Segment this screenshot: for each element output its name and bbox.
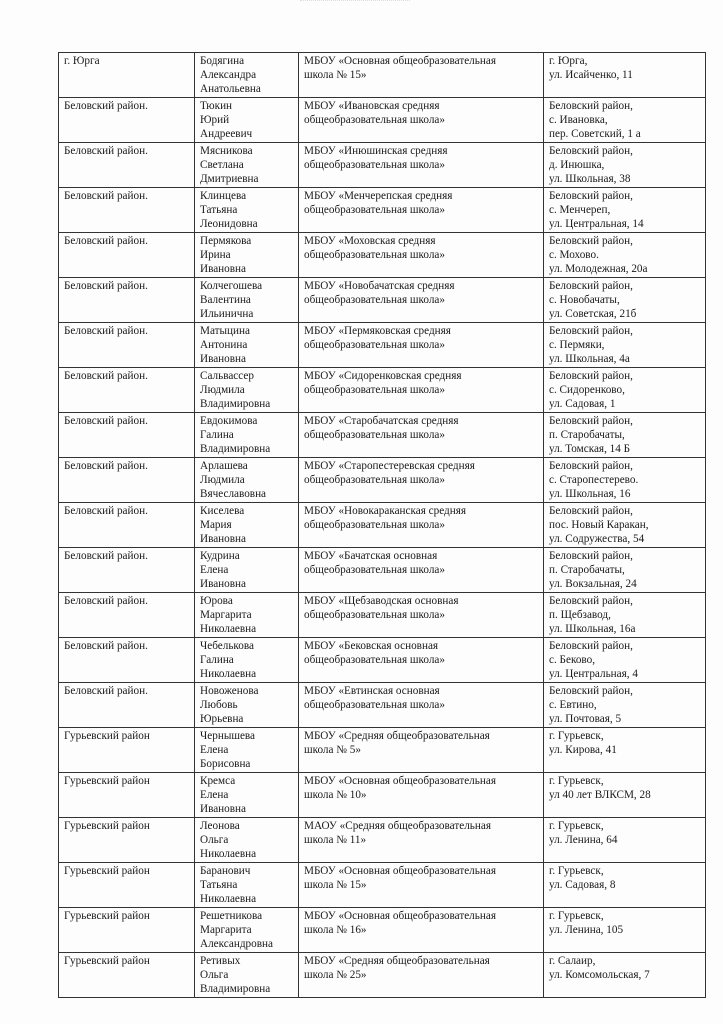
person-name-line: Чернышева [200,730,256,742]
address-cell [544,503,706,548]
district-text: Беловский район. [64,190,148,202]
district-text: Гурьевский район [64,730,150,742]
table-row [59,548,706,593]
district-cell [59,503,195,548]
person-name-line: Анатольевна [200,83,261,95]
address-line: Беловский район, [549,100,633,112]
district-cell [59,323,195,368]
district-cell [59,548,195,593]
person-name-line: Мария [200,519,232,531]
address-line: г. Гурьевск, [549,775,604,787]
person-name-line: Юрий [200,114,230,126]
table-row [59,953,706,998]
address-line: ул. Исайченко, 11 [549,69,633,81]
school-name-line: МБОУ «Бачатская основная [304,550,438,562]
schools-table [58,52,706,998]
district-cell [59,863,195,908]
person-cell [195,503,299,548]
person-name-line: Мясникова [200,145,253,157]
school-name-line: МБОУ «Новобачатская средняя [304,280,455,292]
person-name-line: Ирина [200,249,231,261]
school-name-line: МБОУ «Бековская основная [304,640,439,652]
table-row [59,503,706,548]
school-name-line: школа № 16» [304,924,367,936]
address-line: ул 40 лет ВЛКСМ, 28 [549,789,651,801]
district-text: Гурьевский район [64,775,150,787]
table-row [59,683,706,728]
address-line: Беловский район, [549,280,633,292]
table-row [59,593,706,638]
address-line: Беловский район, [549,325,633,337]
person-name-line: Матыцина [200,325,250,337]
person-name-line: Пермякова [200,235,252,247]
person-name-line: Баранович [200,865,251,877]
address-line: с. Евтино, [549,699,597,711]
address-line: ул. Ленина, 64 [549,834,618,846]
person-cell [195,188,299,233]
school-name-line: школа № 25» [304,969,367,981]
address-cell [544,53,706,98]
person-cell [195,368,299,413]
address-cell [544,863,706,908]
school-cell [299,728,544,773]
address-cell [544,413,706,458]
table-row [59,233,706,278]
person-name-line: Любовь [200,699,238,711]
person-name-line: Арлашева [200,460,248,472]
district-text: Гурьевский район [64,820,150,832]
person-name-line: Дмитриевна [200,173,259,185]
person-name-line: Новоженова [200,685,259,697]
address-line: п. Старобачаты, [549,564,625,576]
district-text: Беловский район. [64,460,148,472]
school-cell [299,188,544,233]
district-text: Беловский район. [64,415,148,427]
school-name-line: МАОУ «Средняя общеобразовательная [304,820,491,832]
address-line: п. Старобачаты, [549,429,625,441]
school-cell [299,548,544,593]
address-line: с. Менчереп, [549,204,611,216]
person-cell [195,638,299,683]
table-row [59,818,706,863]
person-name-line: Киселева [200,505,245,517]
person-name-line: Николаевна [200,668,257,680]
school-cell [299,503,544,548]
district-cell [59,368,195,413]
school-name-line: МБОУ «Основная общеобразовательная [304,910,496,922]
address-line: с. Новобачаты, [549,294,620,306]
school-name-line: общеобразовательная школа» [304,654,445,666]
person-cell [195,323,299,368]
person-name-line: Кремса [200,775,236,787]
school-cell [299,593,544,638]
person-cell [195,683,299,728]
schools-table-body [59,53,706,998]
address-line: ул. Школьная, 38 [549,173,631,185]
address-line: ул. Вокзальная, 24 [549,578,637,590]
person-cell [195,953,299,998]
person-name-line: Ивановна [200,803,246,815]
person-cell [195,908,299,953]
school-name-line: МБОУ «Ивановская средняя [304,100,440,112]
person-name-line: Александра [200,69,257,81]
table-row [59,368,706,413]
address-line: г. Гурьевск, [549,730,604,742]
address-line: Беловский район, [549,505,633,517]
address-cell [544,593,706,638]
address-line: ул. Содружества, 54 [549,533,645,545]
address-line: Беловский район, [549,370,633,382]
school-name-line: МБОУ «Средняя общеобразовательная [304,730,490,742]
school-name-line: МБОУ «Менчерепская средняя [304,190,453,202]
district-cell [59,773,195,818]
person-name-line: Клинцева [200,190,247,202]
address-cell [544,728,706,773]
school-cell [299,368,544,413]
person-name-line: Елена [200,789,229,801]
person-name-line: Антонина [200,339,248,351]
district-cell [59,458,195,503]
district-cell [59,908,195,953]
table-row [59,863,706,908]
person-name-line: Кудрина [200,550,240,562]
address-cell [544,638,706,683]
address-line: Беловский район, [549,235,633,247]
address-line: с. Мохово. [549,249,599,261]
person-name-line: Татьяна [200,879,238,891]
district-cell [59,953,195,998]
district-cell [59,278,195,323]
school-name-line: МБОУ «Основная общеобразовательная [304,55,496,67]
person-name-line: Владимировна [200,983,271,995]
person-name-line: Ольга [200,834,229,846]
person-cell [195,548,299,593]
school-name-line: школа № 15» [304,879,367,891]
person-cell [195,818,299,863]
address-cell [544,323,706,368]
person-cell [195,458,299,503]
address-line: с. Беково, [549,654,596,666]
district-text: Беловский район. [64,235,148,247]
address-line: Беловский район, [549,460,633,472]
address-cell [544,143,706,188]
district-text: Беловский район. [64,685,148,697]
school-cell [299,323,544,368]
school-name-line: общеобразовательная школа» [304,294,445,306]
school-name-line: МБОУ «Инюшинская средняя [304,145,448,157]
address-line: ул. Молодежная, 20а [549,263,648,275]
person-name-line: Ильинична [200,308,254,320]
school-name-line: МБОУ «Основная общеобразовательная [304,775,496,787]
address-cell [544,368,706,413]
address-line: Беловский район, [549,145,633,157]
school-name-line: общеобразовательная школа» [304,429,445,441]
person-name-line: Ретивых [200,955,241,967]
address-line: ул. Томская, 14 Б [549,443,631,455]
address-line: ул. Ленина, 105 [549,924,624,936]
table-row [59,638,706,683]
address-line: Беловский район, [549,640,633,652]
person-name-line: Елена [200,744,229,756]
person-cell [195,98,299,143]
address-line: ул. Садовая, 1 [549,398,616,410]
school-name-line: школа № 5» [304,744,361,756]
school-name-line: общеобразовательная школа» [304,609,445,621]
scan-artifact [300,0,410,11]
school-name-line: общеобразовательная школа» [304,204,445,216]
address-line: ул. Советская, 21б [549,308,637,320]
district-cell [59,638,195,683]
address-line: ул. Кирова, 41 [549,744,617,756]
address-line: г. Гурьевск, [549,820,604,832]
table-row [59,773,706,818]
school-name-line: МБОУ «Сидоренковская средняя [304,370,462,382]
person-name-line: Николаевна [200,848,257,860]
address-line: с. Пермяки, [549,339,605,351]
person-name-line: Бодягина [200,55,245,67]
school-cell [299,233,544,278]
address-cell [544,908,706,953]
table-row [59,413,706,458]
person-name-line: Николаевна [200,893,257,905]
address-cell [544,98,706,143]
table-row [59,278,706,323]
school-name-line: общеобразовательная школа» [304,114,445,126]
address-line: с. Ивановка, [549,114,608,126]
person-cell [195,773,299,818]
address-line: пер. Советский, 1 а [549,128,641,140]
address-line: Беловский район, [549,595,633,607]
address-line: г. Салаир, [549,955,596,967]
table-row [59,143,706,188]
address-line: ул. Садовая, 8 [549,879,616,891]
table-row [59,728,706,773]
district-cell [59,143,195,188]
person-name-line: Леонова [200,820,240,832]
person-name-line: Ивановна [200,578,246,590]
person-name-line: Юрьевна [200,713,244,725]
table-row [59,458,706,503]
school-name-line: общеобразовательная школа» [304,249,445,261]
address-line: Беловский район, [549,415,633,427]
person-name-line: Ивановна [200,353,246,365]
school-name-line: школа № 11» [304,834,367,846]
school-name-line: общеобразовательная школа» [304,519,445,531]
person-name-line: Колчегошева [200,280,263,292]
person-name-line: Ивановна [200,263,246,275]
school-cell [299,908,544,953]
person-name-line: Сальвассер [200,370,254,382]
school-name-line: общеобразовательная школа» [304,384,445,396]
district-text: Беловский район. [64,100,148,112]
table-row [59,908,706,953]
address-line: ул. Школьная, 16 [549,488,631,500]
person-name-line: Ивановна [200,533,246,545]
school-cell [299,638,544,683]
person-name-line: Татьяна [200,204,238,216]
address-line: д. Инюшка, [549,159,605,171]
address-cell [544,818,706,863]
address-cell [544,953,706,998]
address-line: с. Сидоренково, [549,384,625,396]
person-cell [195,233,299,278]
person-name-line: Вячеславовна [200,488,267,500]
person-cell [195,278,299,323]
person-name-line: Тюкин [200,100,233,112]
table-row [59,53,706,98]
district-text: Гурьевский район [64,910,150,922]
person-cell [195,593,299,638]
address-line: ул. Почтовая, 5 [549,713,622,725]
district-cell [59,413,195,458]
address-line: Беловский район, [549,550,633,562]
district-cell [59,728,195,773]
school-cell [299,818,544,863]
school-cell [299,278,544,323]
person-name-line: Ольга [200,969,229,981]
school-name-line: общеобразовательная школа» [304,564,445,576]
district-text: Беловский район. [64,145,148,157]
address-cell [544,233,706,278]
address-cell [544,458,706,503]
person-name-line: Леонидовна [200,218,258,230]
district-text: Беловский район. [64,280,148,292]
school-name-line: МБОУ «Новокараканская средняя [304,505,467,517]
address-cell [544,548,706,593]
address-line: г. Юрга, [549,55,588,67]
district-text: Беловский район. [64,325,148,337]
address-cell [544,773,706,818]
school-cell [299,53,544,98]
district-text: Беловский район. [64,370,148,382]
person-cell [195,863,299,908]
district-text: Гурьевский район [64,865,150,877]
table-row [59,323,706,368]
person-name-line: Галина [200,654,234,666]
school-cell [299,458,544,503]
person-name-line: Валентина [200,294,251,306]
school-cell [299,863,544,908]
school-name-line: МБОУ «Старобачатская средняя [304,415,459,427]
address-cell [544,188,706,233]
address-line: г. Гурьевск, [549,865,604,877]
district-text: Гурьевский район [64,955,150,967]
school-cell [299,143,544,188]
address-line: с. Старопестерево. [549,474,639,486]
school-name-line: МБОУ «Средняя общеобразовательная [304,955,490,967]
school-name-line: МБОУ «Пермяковская средняя [304,325,451,337]
district-text: Беловский район. [64,640,148,652]
address-line: ул. Комсомольская, 7 [549,969,650,981]
school-name-line: МБОУ «Евтинская основная [304,685,440,697]
person-name-line: Елена [200,564,229,576]
school-cell [299,413,544,458]
district-text: г. Юрга [64,55,100,67]
school-name-line: школа № 10» [304,789,367,801]
address-line: п. Щебзавод, [549,609,611,621]
address-line: ул. Центральная, 4 [549,668,638,680]
district-text: Беловский район. [64,595,148,607]
district-text: Беловский район. [64,505,148,517]
person-name-line: Маргарита [200,924,252,936]
person-name-line: Людмила [200,384,245,396]
district-text: Беловский район. [64,550,148,562]
person-cell [195,143,299,188]
person-name-line: Андреевич [200,128,253,140]
person-name-line: Владимировна [200,443,271,455]
school-name-line: общеобразовательная школа» [304,474,445,486]
district-cell [59,593,195,638]
table-row [59,188,706,233]
person-cell [195,53,299,98]
address-cell [544,278,706,323]
school-cell [299,683,544,728]
person-name-line: Александровна [200,938,273,950]
district-cell [59,818,195,863]
address-line: Беловский район, [549,685,633,697]
person-cell [195,413,299,458]
school-cell [299,953,544,998]
school-name-line: общеобразовательная школа» [304,339,445,351]
person-cell [195,728,299,773]
school-name-line: школа № 15» [304,69,367,81]
person-name-line: Людмила [200,474,245,486]
person-name-line: Борисовна [200,758,251,770]
person-name-line: Евдокимова [200,415,258,427]
address-line: г. Гурьевск, [549,910,604,922]
table-row [59,98,706,143]
address-line: ул. Школьная, 4а [549,353,630,365]
district-cell [59,683,195,728]
school-name-line: МБОУ «Моховская средняя [304,235,436,247]
person-name-line: Юрова [200,595,233,607]
person-name-line: Светлана [200,159,244,171]
school-name-line: общеобразовательная школа» [304,159,445,171]
person-name-line: Чебелькова [200,640,254,652]
district-cell [59,188,195,233]
address-line: Беловский район, [549,190,633,202]
person-name-line: Николаевна [200,623,257,635]
person-name-line: Маргарита [200,609,252,621]
address-line: ул. Центральная, 14 [549,218,644,230]
person-name-line: Галина [200,429,234,441]
school-cell [299,773,544,818]
person-name-line: Владимировна [200,398,271,410]
person-name-line: Решетникова [200,910,263,922]
district-cell [59,53,195,98]
school-name-line: МБОУ «Щебзаводская основная [304,595,459,607]
school-cell [299,98,544,143]
address-line: ул. Школьная, 16а [549,623,636,635]
school-name-line: МБОУ «Старопестеревская средняя [304,460,475,472]
school-name-line: МБОУ «Основная общеобразовательная [304,865,496,877]
school-name-line: общеобразовательная школа» [304,699,445,711]
district-cell [59,233,195,278]
district-cell [59,98,195,143]
address-line: пос. Новый Каракан, [549,519,649,531]
address-cell [544,683,706,728]
